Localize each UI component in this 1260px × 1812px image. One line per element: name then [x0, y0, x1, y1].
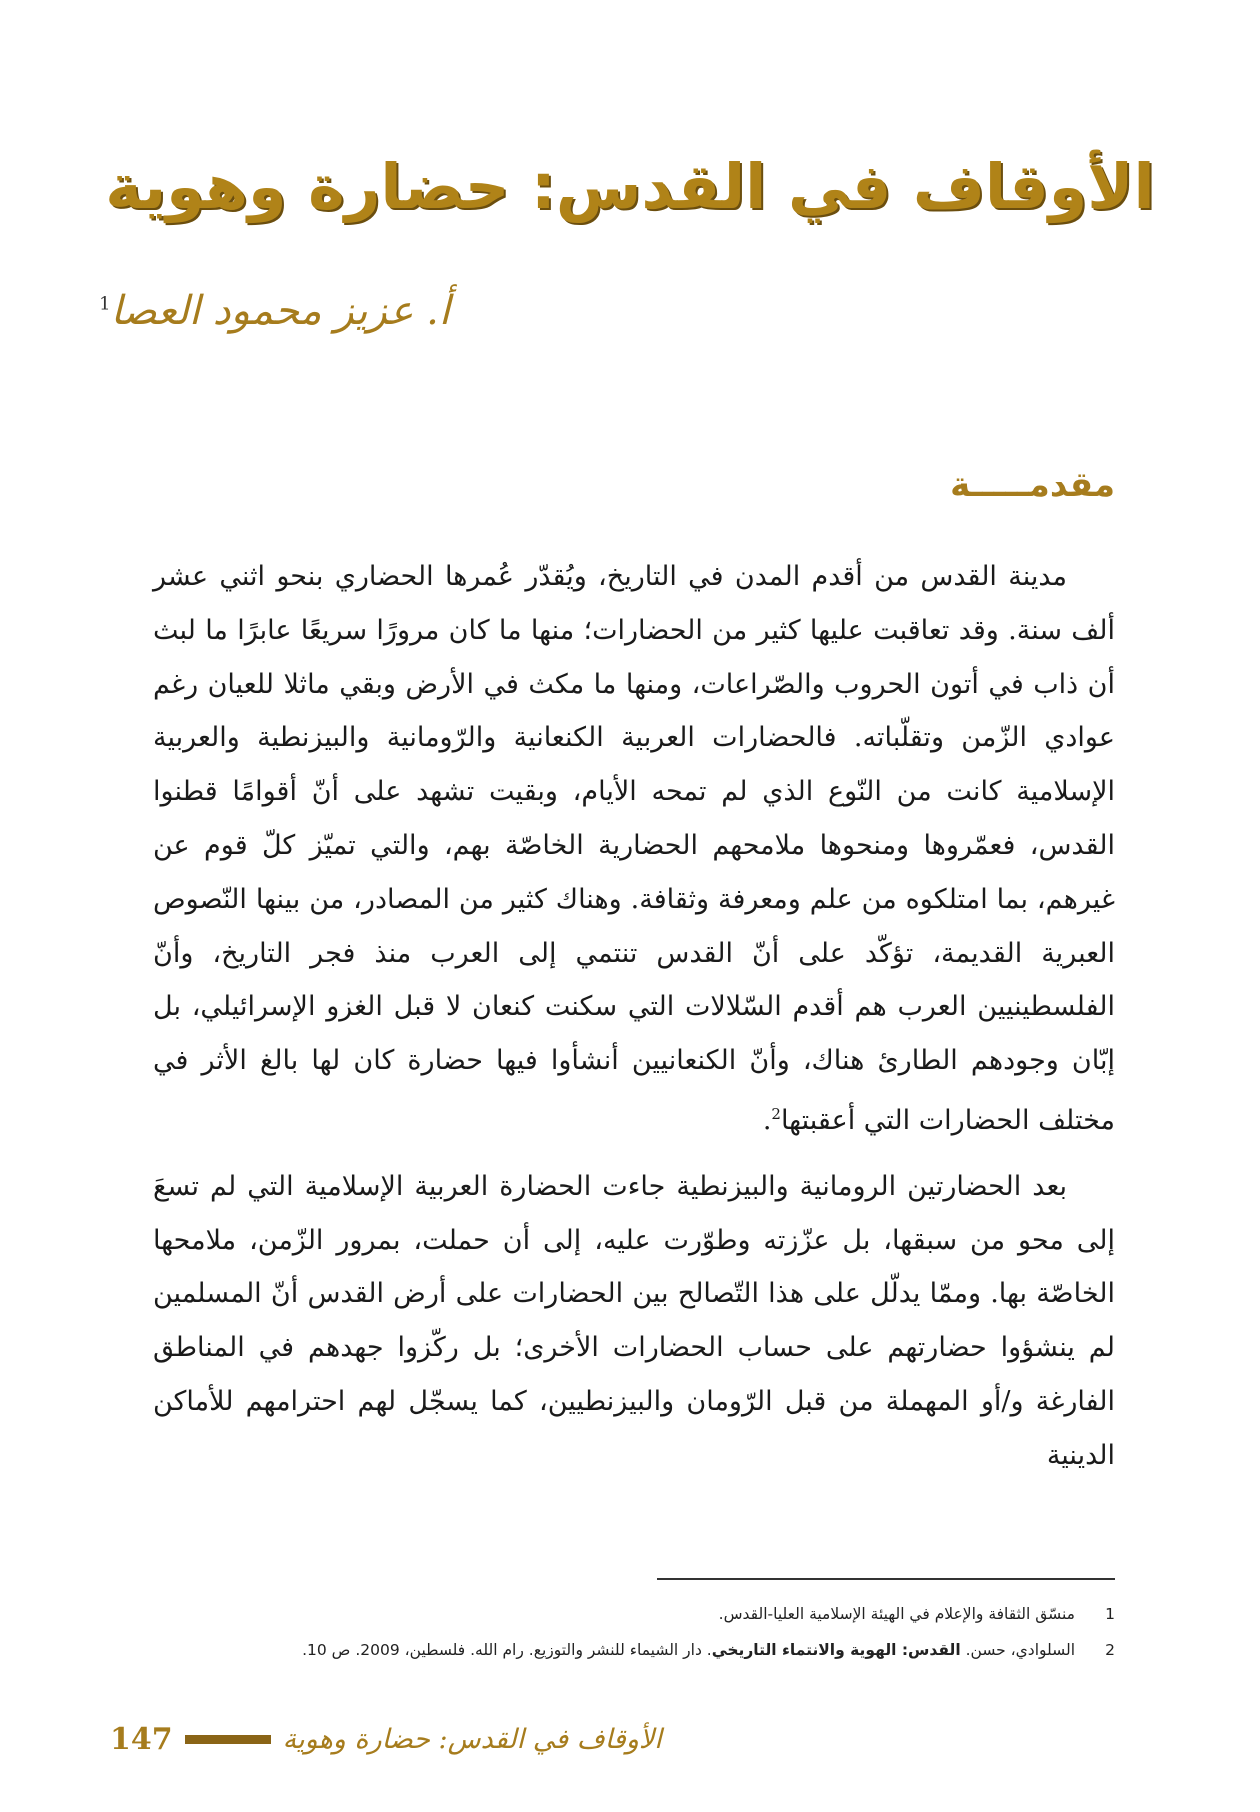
footnote-text: منسّق الثقافة والإعلام في الهيئة الإسلامية العليا-القدس. — [718, 1605, 1075, 1623]
footnote-author: السلوادي، حسن. — [960, 1641, 1075, 1659]
footer-bar — [185, 1735, 271, 1744]
paragraph-1-end: . — [762, 1104, 772, 1136]
page-footer — [110, 1722, 662, 1757]
author-footnote-ref[interactable]: 1 — [99, 293, 111, 315]
footnotes — [153, 1596, 1115, 1668]
paragraph-1-text: مدينة القدس من أقدم المدن في التاريخ، ويُقدّر عُمرها الحضاري بنحو اثني عشر ألف سنة. وقد تعاقبت عليها كثير من الحضارات؛ منها ما كان مرورًا سريعًا عابرًا ما لبث أن ذاب في أتون الحروب والصّراعات، ومنها ما مكث في الأرض وبقي ماثلا للعيان رغم عوادي الزّمن وتقلّباته. فالحضارات العربية الكنعانية والرّومانية والبيزنطية والعربية الإسلامية كانت من النّوع الذي لم تمحه الأيام، وبقيت تشهد على أنّ أقوامًا قطنوا القدس، فعمّروها ومنحوها ملامحهم الحضارية الخاصّة بهم، والتي تميّز كلّ قوم عن غيرهم، بما امتلكوه من علم ومعرفة وثقافة. وهناك كثير من المصادر، من بينها النّصوص العبرية القديمة، تؤكّد على أنّ القدس تنتمي إلى العرب منذ فجر التاريخ، وأنّ الفلسطينيين العرب هم أقدم السّلالات التي سكنت كنعان لا قبل الغزو الإسرائيلي، بل إبّان وجودهم الطارئ هناك، وأنّ الكنعانيين أنشأوا فيها حضارة كان لها بالغ الأثر في مختلف الحضارات التي أعقبتها — [153, 561, 1115, 1136]
footnote-2 — [153, 1632, 1115, 1668]
body-text — [153, 550, 1115, 1495]
running-head: الأوقاف في القدس: حضارة وهوية — [282, 1724, 662, 1755]
footnote-publication: . دار الشيماء للنشر والتوزيع. رام الله. فلسطين، 2009. ص 10. — [302, 1641, 712, 1659]
author-name: أ. عزيز محمود العصا — [110, 288, 450, 334]
footnote-ref-2[interactable]: 2 — [771, 1104, 781, 1123]
footnote-text — [302, 1632, 1075, 1668]
paragraph-2-text: بعد الحضارتين الرومانية والبيزنطية جاءت الحضارة العربية الإسلامية التي لم تسعَ إلى محو من سبقها، بل عزّزته وطوّرت عليه، إلى أن حملت، بمرور الزّمن، ملامحها الخاصّة بها. وممّا يدلّل على هذا التّصالح بين الحضارات على أرض القدس أنّ المسلمين لم ينشؤوا حضارتهم على حساب الحضارات الأخرى؛ بل ركّزوا جهدهم في المناطق الفارغة و/أو المهملة من قبل الرّومان والبيزنطيين، كما يسجّل لهم احترامهم للأماكن الدينية — [153, 1170, 1115, 1471]
footnote-number: 2 — [1105, 1641, 1115, 1659]
paragraph-2 — [153, 1160, 1115, 1483]
section-heading: مقدمـــــة — [950, 465, 1115, 505]
paragraph-1 — [153, 550, 1115, 1148]
author-line — [99, 288, 450, 334]
footnote-separator — [657, 1578, 1115, 1580]
footnote-1 — [153, 1596, 1115, 1632]
page-number: 147 — [110, 1722, 173, 1757]
footnote-book-title: القدس: الهوية والانتماء التاريخي — [711, 1641, 961, 1659]
page-title: الأوقاف في القدس: حضارة وهوية — [105, 150, 1155, 223]
footnote-number: 1 — [1105, 1605, 1115, 1623]
